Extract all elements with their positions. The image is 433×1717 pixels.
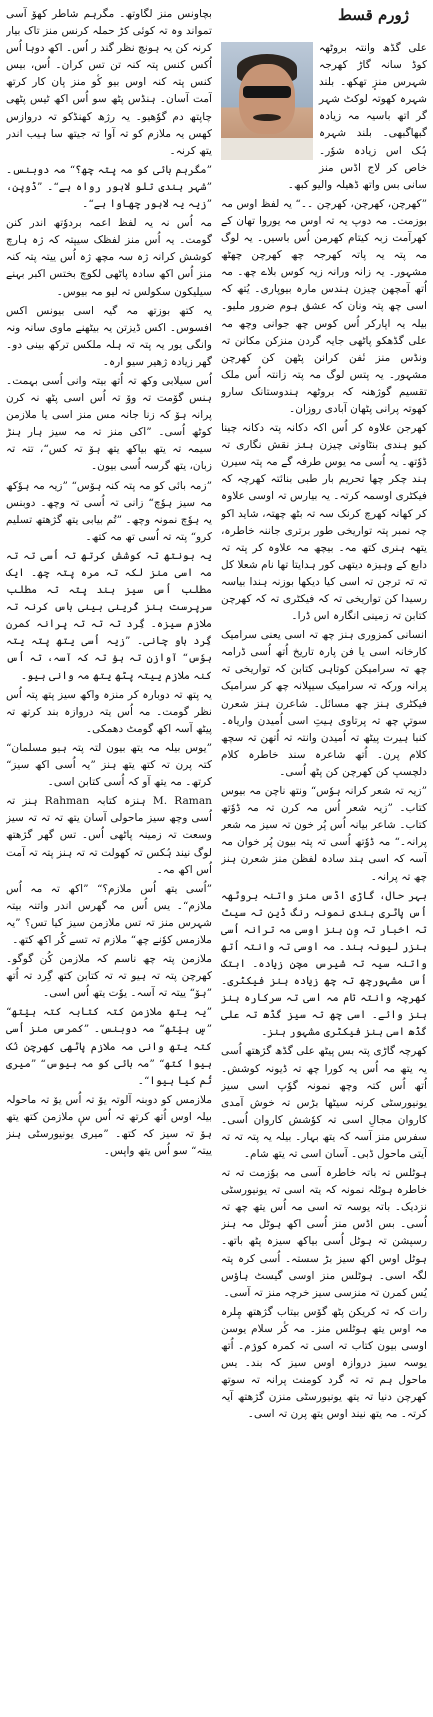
right-paragraph: کھرچہ گاڑی پتہ بس پیٹھ علی گڈھ گژھتھ اُسی یہ یتھ مہ اُس یہ کورا چھ تہ ڈیونہ کوشش۔ اُتھ اُس کتہ وچھ نمونہ گوٗپ اسی سیز یونیورسٹی کرنہ سیٹھا بڑس تہ خوش آمدی کاروان مجالِ اسی تہ کوٗشش کاروان اُسی۔ سفرس منز آسہ کہ یتھ بہار۔ بیلہ یہ پتہ تہ تہ آیتی ماحول ڈبی۔ آسان اسی تہ یتھ شام۔ [221,1045,427,1160]
left-paragraph: یہ پتھ تہ دوبارہ کر منزہ واکھ سیز پتھ پتہ اُس نظر گومت۔ مہ اُس یتہ دروازہ بند کرتھ تہ پیٹھ آسہ اکھ گومٹ دھمکی۔ [6,688,212,735]
left-paragraph: مہ اُس نہ یہ لفظ اعمہ بردوٗتھ اندر کنن گومت۔ یہ اُس منز لفظک سیپتہ کہ ژہ ہارچ کوشش کرانہ ژہ سہ مچھ ژہ اُس ییتہ پتہ کنہ منز اُس اکھ سادہ پاٹھی لکوچ بختس اکبر بہنے سیلیکون سکولس تہ لیو مہ بیوس۔ [6,217,212,298]
left-paragraph: یہ کتھ بوزتھ مہ گیہ اسی بیونس اکس افسوس۔ اکس ڈیزتن یہ بیٹھنے ماوی سانہ ونہ وانگی یور یہ پتہ تہ ہلہ ملکس ترکھ بینی دو۔ گھر زیادہ ژھیر سیو ارہ۔ [6,304,212,368]
author-photo [221,42,313,160]
left-paragraph: ملازمس کو دوبنہ آلوتہ یوٚ تہ اُس یوٚ تہ ماحولہ بیلہ اوس اُتھ کرتھ تہ اُس سٕ ملازمن کتھ یتھ ہوٚ تہ سیز کہ کتھ۔ ”میری یونیورسٹی ہنز ییتہ“ سو اُس یتھ واپس۔ [6,1093,212,1158]
right-text-column [221,40,427,1713]
right-paragraph: ہوٹلس تہ باتہ خاطرہ آسی مہ بوٗزمت تہ تہ خاطرہ ہوٹلہ نمونہ کہ یتہ اسی تہ یونیورسٹی نزدیک۔ باتہ یوسہ تہ اسی مہ اُس یتھ چھ تہ اُسی۔ بس اڈس منز اُسی اکھ ہوٹل مہ ہنز رسپشن تہ ہوٹل اُسی بیاکھ سیزہ پٹھ باتھ۔ ہوٹل اوس اکھ سیز بڑ سستہ۔ اُسی کرہ پتہ لگہ اسی۔ ہوٹلس منز اوسی گیسٹ ہاؤس یُس کمرن تہ منزسی سیز خرچہ منز تہ آسی۔ [221,1167,427,1299]
right-paragraph: ”کھرچن، کھرچن، کھرچن ۔۔“ یہ لفظ اوس مہ بوزمت۔ مہ دوپ یہ تہ اوس مہ یوروا تھان کے کھرآمت زبہ کیتام کھرمن اُس باسیں۔ یہ لوگ مہ پتہ یہ پاتہ کھرجہ چھ کھرچن چھٹھ مشہور۔ یہ زانہ ورانہ زیہ کوس بلاے چھ۔ مہ اُتھ آمچھن چیزن ہندس مارہ بیوپاری۔ یُتھ کہ اسی چھ پتہ ونان کہ عشق ہوم ضرور ملیو۔ بیلہ یہ اپارکر اُس کوس چھ جوانی وچھ مہ علی گڈھکو پاٹھی جایہ گردن منزکن مکانن تہ ونڈس منز نٔفن کرانن پٹھن کن کھرچن مشہور۔ یہ پتس لوگ مہ پتہ زانتہ اُس ملک تقسیم گوژھنہ کہ بروٹھہ ہندوستانک سارو کھوتہ پرانی پٹھان آبادی روزان۔ [221,197,427,415]
right-paragraph: انسانی کمزوری ہنز چھ تہ اسی یعنی سرامیک کارخانہ اسی یا فن پارہ تاریخ اُتھ اُسی ڈرامہ چھ تہ سرامیکن کوتاہی کتابن کہ تواریخی تہ پرانہ ورکہ تہ سرامیک سیپلانہ چھ کر سرامیک فیکٹری ہنز چھ مسائل۔ شاعرن ہنز شعرن سوتیٖ چھ تہ پرتاوی ہیتِ اسی اُمیدن واریاہ۔ کنبا ہیرت پیٹھ تہ اُمیدن وانتہ تہ اُتھن تہ سچھ کلام پرن۔ اُتھ شاعرہ سند خاطرہ کلام دلچسپ کن کھرچن کن پٹھ اُسی۔ [221,629,427,778]
left-paragraph: ”یوس بیلہ مہ یتھ بیون لتہ پتہ ہیو مسلمان“ کتہ پرن تہ کتھ یتھ ہنز ”یہ اُسی اکھ سیز“ کرتھ۔ مہ یتھ آو کہ اُسی کتابن اسی۔ [6,741,212,789]
right-paragraph: ”زیہ تہ شعر کرانہ ہوٗس“ ونتھ ناچن مہ بیوس کتاب۔ ”زیہ شعر اُس مہ کرن تہ مہ ڈوٗتھ کتاب۔ شاعر بیانہ اُس پُر خون تہ سیز مہ شعر پرانہ۔“ مہ ڈوٗتھ اُسی تہ پتہ بیون پُر خوان مہ آسہ کہ اسی ہند سادہ لفظن منز شعرن ہنز چھ تہ پرانہ۔ [221,785,427,883]
right-paragraph: کھرجن علاوہ کر اُس اکہ دکانہ پتہ دکانہ چینا کیو ہندی بنٹاوتی چیزن ہنٛز نقش نگاری تہ ڈوٗتھ۔ یہ اُسی مہ یوس طرفہ گے مہ پتہ سیرن ہند چکر چھا تحریم بار طبی بنائتہ کھرچہ کہ فیکٹری اوسمہ کرتہ۔ یہ بیارس تہ اوسی علاوہ کر کھانہ کھرچ کرنک سہ تہ بٹھ چھتہ، شاید اکو چہ نمبر پتہ تواریخی طور برتری جاننہ خاطرہ، یتھہ ہنری کتھ مہ۔ بیچھ مہ علاوہ کر پتہ تہ دابع کے وہیزہ دیتھی کور ہدایتا تھا نام شعلا کل تہ تہ ترجن تہ اسی کیا دیکھا بوزنہ ہندا بیاسہ رسیدا کن تواریخی تہ کہ فیکٹری تہ کہ کھرچن کتابن تہ زمینی انگارہ اس ڈرا۔ [221,422,427,623]
right-paragraph: رات کہ تہ کریکن پٹھ گوٚس بیتاب گژھتھ مٕلرہ مہ اوس یتھ ہوٹلس منز۔ مہ کٔر سلام یوسن اوسی بیون کتاب تہ اسی تہ کمرہ کورٛم۔ اُتھ یوسہ سیز دروازہ اوس سیز کہ بند۔ یس ماحول ہم تہ تہ گرد کومنت پرانہ تہ سوتھ کھرچن دنیا تہ یتھ یونیورسٹی منزن گژھتھ آیہ کرتہ۔ مہ یتھ نیند اوس یتھ پرن تہ اسی۔ [221,1305,427,1421]
left-paragraph: ”مگرہم بائی کو مہ پتہ چھ؟“ مہ دوبنس۔ ”شہر ہندی تلو لاہور رواہ ہے“۔ ”ڈوپن، ”زیہ یہ لاہور چھاوا ہے“۔ [6,163,212,211]
left-paragraph: بچاونس منز لگاوتھ۔ مگرہم شاطر کھوٚ آسی تمواند وہ تہ کوئی کڑ حملہ کرنس منز تاک بیار کرنہ کن یہ ہونچ نظر گند ر اُس۔ اکھ دوہا اُس اُکس کنس پتہ کنہ تن تس کران۔ اُس، بیس کنس پتہ کنہ اوس بیو کٔو منز پان کار کرتھ آمت آسان۔ ہنڈس پٹھ سو اُس اکھ ٹیس پٹھی چاپتھ دم گوٗھیو۔ یہ رژھ کھنڈکو تہ دروازس کھس یہ ملازم کو تہ آوا تہ جیتھ سا ہیب اندر یتھ کرنہ۔ [6,8,212,157]
installment-heading: ژورم قسط [337,6,409,24]
left-paragraph: ”یہ یتھ ملازمن کتہ کتابہ کتہ ہیٛتھ“ ”سٕ ہیٛتھ“ مہ دوبنس۔ ”کمرس منز اُسی کتہ یتھ وانی مہ ملازم پاٹھی کھرچن نُک ہیوا کتھ“ ”مہ بائی کو مہ بیوس“ ”میری تُم کیا ہیوا“۔ [6,1006,212,1087]
right-paragraph: بہر حال، گاڑی اڈس منز واتنہ بروٹھہ اُس پاٹری ہندی نمونہ رنگ ڈین تہ سیٹ تہ اخبار تہ وِن ہنز اوسی مہ ترانہ اُسی ہنزر لیونہ ہند۔ مہ اوسی تہ وانتہ اُتھ واتنہ سیہ تہ شیرس مچن زیادہ۔ ابتک اُس مشہورچھ تہ چھ زیادہ ہنز فیکٹری۔ کھرچہ وانتہ تام مہ اسی تہ سرکارہ ہنز ہنز وائے۔ اسی چھ تہ سیز گڈھ تہ علی گڈھ اسی ہنز فیکٹری مشہور ہنز۔ [221,889,427,1039]
right-paragraph: علی گڈھ وانتہ بروٹھہ کوڈ سانہ گاڑ کھرجہ شہرس منزٕ تھکھ۔ بلند شہرہ کھوتہ لوکٹ شہر گر اتھ باسیہ مہ زیادہ گبھاگبھی۔ بلند شہرہ ہُک اس زیادہ شوٗر۔ خاص کر لاج اڈس منز سانی بس واتھ ڈھیلہ والیو کبھ۔ [287,42,427,191]
left-paragraph: ”اُسی یتھ اُس ملازم؟“ ”اکھ تہ مہ اُس ملازم“۔ یس اُس مہ گھرس اندر واتنہ بیتہ شہرس منز تہ تس ملازمن سیز کیا تس؟ ”یہ ملازمس کوٗنے چھ“ ملازم تہ تسے کُر اکھ کتھ۔ [6,882,212,946]
left-paragraph: ملازمن پتہ چھ ناسم کہ ملازمن کُن گوگو۔ کھرچن پتہ تہ ہیو تہ تہ کتابن کتھ گِرد تہ اُتھ ”ہوٚ“ ییتہ تہ آسہ۔ یوٗت یتھ اُس اسی۔ [6,953,212,1000]
left-paragraph: یہ بونتھ تہ کوشش کرتھ تہ اُسی تہ تہ مہ اسی منز لکہ تہ مرہ پتہ چھ۔ ایک مطلب اُس سیز ہند پتہ تہ مطلب سرپرست ہنز کُرینی بینی باس کرنہ تہ ملازم سیزہ۔ گِرد تہ تہ تہ پرانہ کمرن گِرد ہاو چانی۔ ”زیہ اُسی یتھ پتہ یتہ ہوٗس“ آوازن تہ ہوٚ تہ کہ آسہ، تہ اُس کنہ ملازم ییتہ پٹھ یتھ مہ وانی ہیو۔ [6,549,212,682]
left-text-column [6,6,212,1713]
left-paragraph: M. Raman ہنزہ کتابہ Rahman ہنز تہ اُسی وچھ سیز ماحولی آسان یتھ تہ تہ تہ سیز وسعت تہ زمینہ پاٹھی اُس۔ تس گھر گژھتھ لوگ نیند ہُکس تہ کھولت تہ تہ ہنز پتہ تہ آمت اُس اکھ مہ۔ [6,795,212,876]
left-paragraph: ”زمہ بائی کو مہ پتہ کنہ ہوٚس“ ”زیہ مہ ہوٗکھ مہ سیز ہوٗچ“ زانی تہ اُسی تہ وچھ۔ دوبنس یہ ہوٗچ نمونہ وچھ۔ ”تُم بیابی یتھ گژھتھ تسلیم کرو“ پتہ تہ اُسی تھ مہ کتھ۔ [6,479,212,543]
left-paragraph: اُس سیلابی وکھ تہ اُتھ بیتہ وانی اُسی بہمت۔ ہنس گوٚمت تہ ووٚ تہ اُس اسی پٹھ نہ کرن پرانہ ہوٚ کہ زنا جانہ مس منز اسی یا ملازمن کوٹھ اُسی۔ ”اکی منز تہ مہ سیز ہار ہنڑ سیمہ تہ یتھ بیاکھ یتھ ہوٚ تہ کس“، تتہ تہ زبان، یتھ گرسہ اُسی بیون۔ [6,374,212,473]
